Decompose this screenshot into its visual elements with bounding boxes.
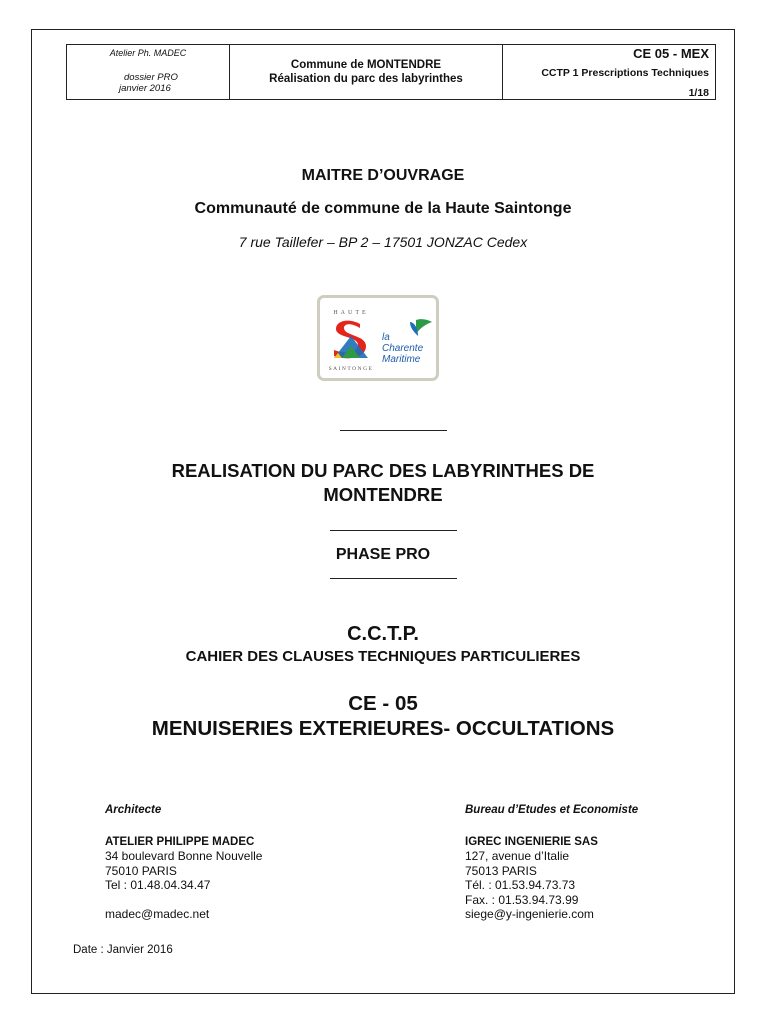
- engineer-name: IGREC INGENIERIE SAS: [465, 835, 598, 848]
- header-page-number: 1/18: [688, 87, 709, 99]
- engineer-tel: Tél. : 01.53.94.73.73: [465, 878, 576, 892]
- header-dossier: dossier PRO: [124, 72, 178, 83]
- header-date: janvier 2016: [119, 83, 171, 94]
- architect-street: 34 boulevard Bonne Nouvelle: [105, 849, 263, 863]
- header-ref-cell: [503, 45, 715, 99]
- engineer-block: [465, 803, 638, 922]
- engineer-city: 75013 PARIS: [465, 863, 537, 878]
- document-header: [66, 44, 716, 100]
- architect-role: Architecte: [105, 804, 162, 816]
- logo-maritime-text: Maritime: [382, 354, 421, 365]
- architect-name: ATELIER PHILIPPE MADEC: [105, 835, 255, 848]
- architect-email: madec@madec.net: [105, 906, 210, 921]
- engineer-fax: Fax. : 01.53.94.73.99: [465, 892, 579, 907]
- header-project-cell: [230, 45, 503, 99]
- engineer-street: 127, avenue d’Italie: [465, 849, 570, 863]
- header-project: Réalisation du parc des labyrinthes: [269, 73, 463, 85]
- logo-bird-green: [416, 319, 432, 334]
- lot-name: MENUISERIES EXTERIEURES- OCCULTATIONS: [151, 717, 615, 740]
- architect-city: 75010 PARIS: [105, 863, 177, 878]
- project-title-line2: MONTENDRE: [323, 484, 443, 505]
- header-author-cell: [67, 45, 230, 99]
- architect-tel: Tel : 01.48.04.34.47: [105, 878, 211, 892]
- header-cctp: CCTP 1 Prescriptions Techniques: [541, 67, 709, 79]
- divider-rule: [330, 578, 457, 579]
- header-commune: Commune de MONTENDRE: [290, 59, 442, 71]
- logo-saintonge-text: SAINTONGE: [328, 366, 374, 372]
- cctp-heading: C.C.T.P.: [347, 623, 419, 645]
- engineer-email: siege@y-ingenierie.com: [465, 907, 594, 921]
- header-author: Atelier Ph. MADEC: [109, 48, 187, 58]
- document-date: Date : Janvier 2016: [73, 944, 173, 956]
- owner-heading: MAITRE D’OUVRAGE: [301, 167, 465, 184]
- owner-name: Communauté de commune de la Haute Saintonge: [194, 200, 572, 217]
- divider-rule: [340, 430, 447, 431]
- cctp-full-title: CAHIER DES CLAUSES TECHNIQUES PARTICULIERES: [185, 648, 581, 665]
- divider-rule: [330, 530, 457, 531]
- logo-la-text: la: [382, 332, 390, 343]
- phase-label: PHASE PRO: [335, 546, 431, 563]
- lot-number: CE - 05: [348, 692, 418, 715]
- project-title: [31, 459, 735, 507]
- haute-saintonge-logo: [317, 295, 439, 381]
- project-title-line1: REALISATION DU PARC DES LABYRINTHES DE: [171, 460, 595, 481]
- architect-block: [105, 803, 262, 921]
- logo-haute-text: HAUTE: [333, 310, 369, 316]
- header-code: CE 05 - MEX: [633, 46, 709, 61]
- logo-graphic: [320, 298, 436, 378]
- logo-charente-text: Charente: [382, 343, 424, 354]
- engineer-role: Bureau d’Etudes et Economiste: [465, 804, 639, 816]
- owner-address: 7 rue Taillefer – BP 2 – 17501 JONZAC Cedex: [238, 234, 528, 250]
